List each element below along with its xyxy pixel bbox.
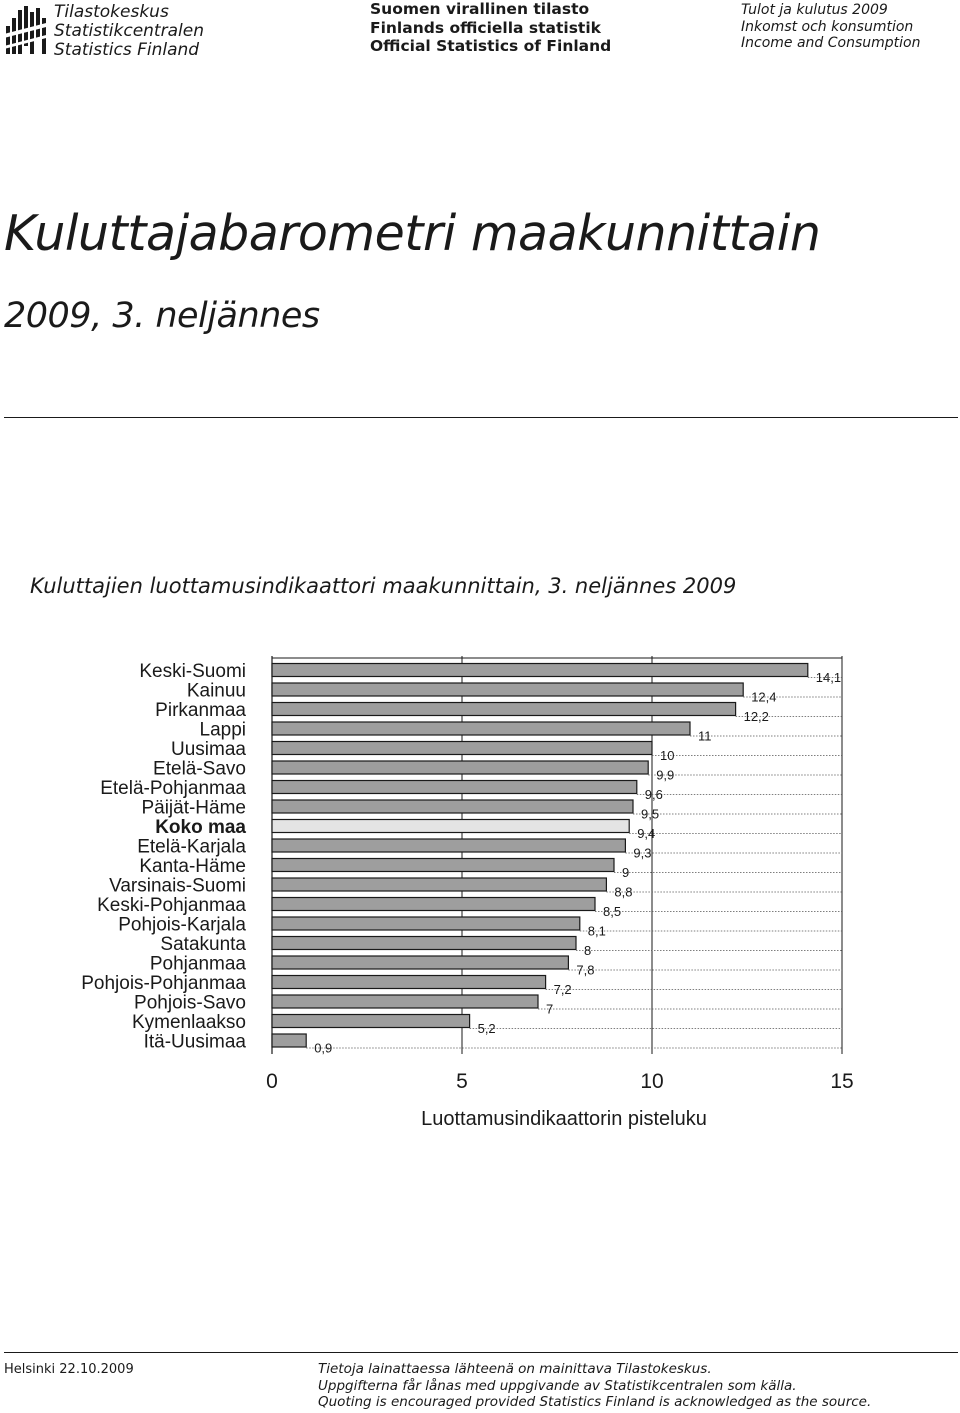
value-label: 8,8 <box>614 884 633 900</box>
category-label: Etelä-Karjala <box>137 836 246 858</box>
value-label: 7 <box>546 1001 554 1017</box>
value-label: 8 <box>584 943 592 958</box>
bar <box>272 683 743 696</box>
value-label: 9,6 <box>644 787 663 802</box>
series-en: Income and Consumption <box>741 35 921 51</box>
statistics-series <box>741 2 920 52</box>
source-notice-fi: Tietoja lainattaessa lähteenä on mainittava Tilastokeskus. <box>318 1361 712 1377</box>
category-label: Etelä-Pohjanmaa <box>100 778 246 799</box>
value-label: 9,4 <box>637 826 656 841</box>
official-statistics <box>370 0 611 56</box>
official-statistics-fi: Suomen virallinen tilasto <box>370 0 590 18</box>
value-label: 0,9 <box>314 1040 333 1056</box>
bar <box>272 800 633 813</box>
page-subtitle: 2009, 3. neljännes <box>4 296 320 336</box>
footer-divider <box>4 1352 958 1353</box>
header-divider <box>4 417 958 418</box>
value-label: 7,2 <box>553 982 572 997</box>
org-name-sv: Statistikcentralen <box>54 21 204 41</box>
category-label: Kainuu <box>186 680 246 702</box>
category-label: Koko maa <box>155 817 246 838</box>
value-label: 9,3 <box>633 845 652 861</box>
category-label: Itä-Uusimaa <box>143 1031 246 1053</box>
bar <box>272 664 808 677</box>
category-label: Etelä-Savo <box>153 758 246 780</box>
chart-title: Kuluttajien luottamusindikaattori maakunnittain, 3. neljännes 2009 <box>30 574 737 598</box>
category-label: Varsinais-Suomi <box>109 875 246 897</box>
source-notice <box>318 1361 871 1411</box>
series-fi: Tulot ja kulutus 2009 <box>741 2 888 18</box>
x-tick-label: 15 <box>830 1070 854 1093</box>
x-axis-label: Luottamusindikaattorin pisteluku <box>421 1108 707 1130</box>
bar <box>272 742 652 755</box>
category-label: Pohjois-Karjala <box>118 914 246 936</box>
bar <box>272 937 576 950</box>
source-notice-sv: Uppgifterna får lånas med uppgivande av Statistikcentralen som källa. <box>318 1377 797 1394</box>
value-label: 7,8 <box>576 962 595 978</box>
category-label: Satakunta <box>160 934 246 955</box>
bar <box>272 859 614 872</box>
x-tick-label: 5 <box>456 1070 468 1093</box>
series-sv: Inkomst och konsumtion <box>741 18 914 35</box>
bar <box>272 703 736 716</box>
value-label: 9,5 <box>641 806 660 822</box>
publication-date: Helsinki 22.10.2009 <box>4 1362 134 1377</box>
statistics-finland-logo-icon <box>4 4 50 56</box>
x-tick-label: 10 <box>640 1070 664 1093</box>
category-label: Kymenlaakso <box>131 1012 246 1033</box>
bar <box>272 917 580 930</box>
category-label: Pohjois-Pohjanmaa <box>81 973 246 994</box>
value-label: 9 <box>622 865 630 880</box>
value-label: 12,4 <box>751 689 777 705</box>
category-label: Kanta-Häme <box>139 856 246 877</box>
value-label: 8,1 <box>587 923 606 939</box>
value-label: 8,5 <box>603 904 622 919</box>
page-title: Kuluttajabarometri maakunnittain <box>4 205 821 262</box>
bar <box>272 1034 306 1047</box>
org-name-en: Statistics Finland <box>54 40 200 60</box>
category-label: Pohjois-Savo <box>134 992 246 1014</box>
value-label: 14,1 <box>815 670 842 685</box>
bar <box>272 839 625 852</box>
bar-chart <box>0 640 960 1140</box>
category-label: Pirkanmaa <box>155 700 246 721</box>
value-label: 9,9 <box>656 767 675 783</box>
source-notice-en: Quoting is encouraged provided Statistics Finland is acknowledged as the source. <box>318 1394 872 1410</box>
bar <box>272 722 690 735</box>
bar <box>272 995 538 1008</box>
value-label: 10 <box>660 748 675 763</box>
category-label: Keski-Pohjanmaa <box>97 895 246 916</box>
category-label: Pohjanmaa <box>149 953 246 975</box>
value-label: 11 <box>698 728 712 744</box>
bar <box>272 878 606 891</box>
bar <box>272 898 595 911</box>
value-label: 5,2 <box>477 1021 496 1036</box>
bar <box>272 761 648 774</box>
official-statistics-en: Official Statistics of Finland <box>370 37 612 55</box>
category-label: Uusimaa <box>171 739 246 760</box>
category-label: Keski-Suomi <box>139 661 246 682</box>
category-label: Lappi <box>199 719 246 741</box>
bar <box>272 781 637 794</box>
category-label: Päijät-Häme <box>141 797 246 819</box>
organization-names <box>54 3 204 60</box>
official-statistics-sv: Finlands officiella statistik <box>370 18 601 37</box>
bar <box>272 976 546 989</box>
bar <box>272 1015 470 1028</box>
bar <box>272 956 568 969</box>
bar <box>272 820 629 833</box>
org-name-fi: Tilastokeskus <box>54 2 169 22</box>
value-label: 12,2 <box>743 709 769 724</box>
x-tick-label: 0 <box>266 1070 278 1093</box>
